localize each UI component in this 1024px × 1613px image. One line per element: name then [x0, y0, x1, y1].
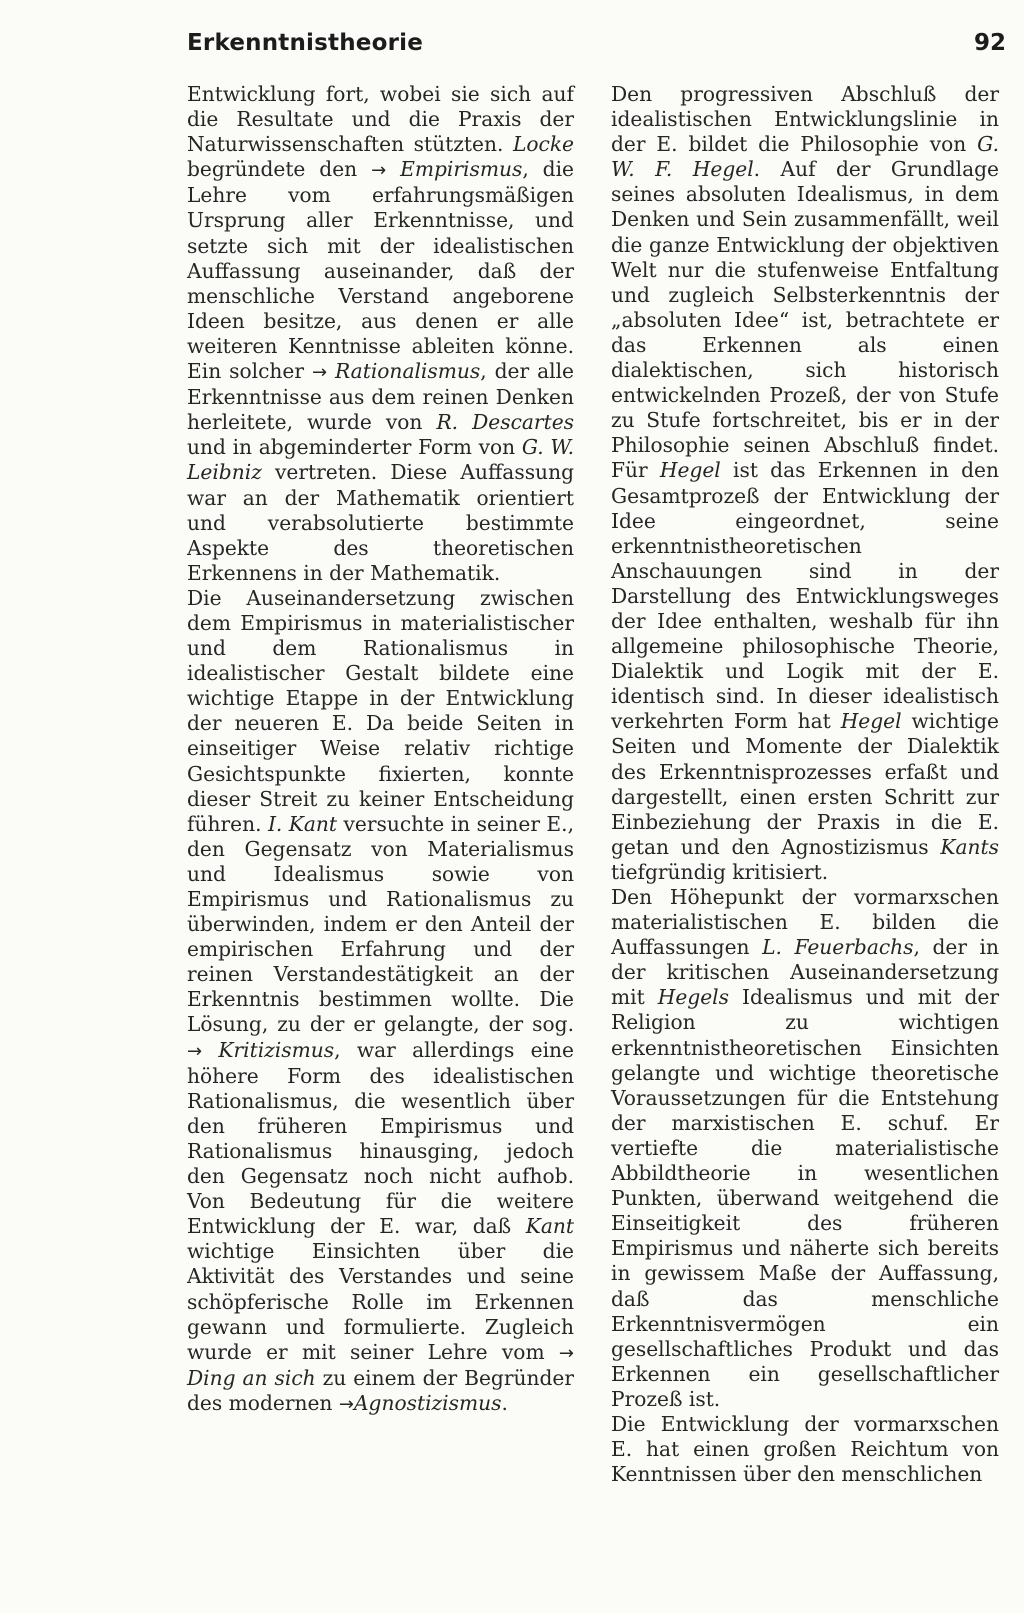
italic-term: Hegel — [659, 458, 721, 483]
text-run: begründete den — [187, 157, 372, 182]
text-run: zu einem der Begründer des modernen — [187, 1365, 574, 1415]
cross-reference-arrow-icon: → — [338, 1393, 354, 1415]
text-run: Die Entwicklung der vormarxschen E. hat einen großen Reichtum von Kenntnissen über den menschlichen — [611, 1411, 999, 1487]
right-column — [611, 82, 999, 1487]
italic-term: Kritizismus — [218, 1037, 335, 1062]
text-run — [386, 157, 400, 181]
paragraph — [187, 82, 574, 586]
text-run: tiefgründig kritisiert. — [611, 859, 829, 884]
text-run: wichtige Seiten und Momente der Dialektik des Erkenntnisprozesses erfaßt und dargestellt, einen ersten Schritt zur Einbeziehung der Praxis in die E. getan und den Agnostizismus — [611, 709, 999, 859]
page-number: 92 — [973, 30, 1006, 56]
text-run: . Auf der Grundlage seines absoluten Idealismus, in dem Denken und Sein zusammenfällt, weil die ganze Entwicklung der objektiven Welt nur die stufenweise Entfaltung und zugleich Selbsterkenntnis der „absoluten Idee“ ist, betrachtete er das Erkennen als einen dialektischen, sich historisch entwickelnden Prozeß, der von Stufe zu Stufe fortschreitet, bis er in der Philosophie seinen Abschluß findet. Für — [611, 157, 999, 483]
italic-term: G. W. F. Hegel — [611, 132, 999, 182]
cross-reference-arrow-icon: → — [371, 160, 387, 182]
italic-term: I. Kant — [267, 811, 338, 836]
italic-term: Hegels — [657, 985, 730, 1010]
text-run: , der in der kritischen Auseinandersetzung mit — [611, 935, 999, 1010]
text-run: Entwicklung fort, wobei sie sich auf die Resultate und die Praxis der Naturwissenschaften stützten. — [187, 82, 574, 157]
text-run: , war allerdings eine höhere Form des idealistischen Rationalismus, die wesentlich über den früheren Empirismus und Rationalismus hinausging, jedoch den Gegensatz noch nicht aufhob. Von Bedeutung für die weitere Entwicklung der E. war, daß — [187, 1037, 574, 1239]
cross-reference-arrow-icon: → — [311, 362, 328, 384]
cross-reference-arrow-icon: → — [558, 1342, 574, 1364]
text-run: ist das Erkennen in den Gesamtprozeß der Entwicklung der Idee eingeordnet, seine erkenntnistheoretischen Anschauungen sind in der Darstellung des Entwicklungsweges der Idee enthalten, weshalb für ihn allgemeine philosophische Theorie, Dialektik und Logik mit der E. identisch sind. In dieser idealistisch verkehrten Form hat — [611, 458, 999, 734]
italic-term: L. Feuerbachs — [762, 935, 914, 960]
text-run: Die Auseinandersetzung zwischen dem Empirismus in materialistischer und dem Rationalismus in idealistischer Gestalt bildete eine wichtige Etappe in der Entwicklung der neueren E. Da beide Seiten in einseitiger Weise relativ richtige Gesichtspunkte fixierten, konnte dieser Streit zu keiner Entscheidung führen. — [187, 585, 574, 836]
running-header-title: Erkenntnistheorie — [187, 30, 424, 56]
italic-term: Kant — [525, 1214, 574, 1239]
italic-term: Rationalismus — [335, 359, 481, 384]
text-run: wichtige Einsichten über die Aktivität des Verstandes und seine schöpferische Rolle im Erkennen gewann und formulierte. Zugleich wurde er mit seiner Lehre vom — [187, 1239, 574, 1364]
text-run: und in abgeminderter Form von — [187, 435, 522, 460]
paragraph — [187, 586, 574, 1417]
text-run: . — [501, 1390, 508, 1415]
text-run — [202, 1038, 218, 1062]
italic-term: Ding an sich — [187, 1365, 316, 1390]
italic-term: Empirismus — [400, 157, 523, 182]
paragraph — [611, 885, 999, 1412]
italic-term: Agnostizismus — [353, 1390, 502, 1415]
paragraph — [611, 1412, 999, 1487]
italic-term: Kants — [940, 834, 999, 859]
text-run: , die Lehre vom erfahrungsmäßigen Ursprung aller Erkenntnisse, und setzte sich mit der idealistischen Auffassung auseinander, daß der menschliche Verstand angeborene Ideen besitze, aus denen er alle weiteren Kenntnisse ableiten könne. Ein solcher — [187, 157, 574, 384]
text-run: vertreten. Diese Auffassung war an der Mathematik orientiert und verabsolutierte bestimmte Aspekte des theoretischen Erkennens in der Mathematik. — [187, 460, 574, 585]
paragraph — [611, 82, 999, 885]
text-run: Idealismus und mit der Religion zu wichtigen erkenntnistheoretischen Einsichten gelangte und wichtige theoretische Voraussetzungen für die Entstehung der marxistischen E. schuf. Er vertiefte die materialistische Abbildtheorie in wesentlichen Punkten, überwand weitgehend die Einseitigkeit des früheren Empirismus und näherte sich bereits in gewissem Maße der Auffassung, daß das menschliche Erkenntnisvermögen ein gesellschaftliches Produkt und das Erkennen ein gesellschaftlicher Prozeß ist. — [611, 985, 999, 1411]
text-run — [327, 359, 335, 383]
text-run: Den Höhepunkt der vormarxschen materialistischen E. bilden die Auffassungen — [611, 885, 999, 960]
text-run: , der alle Erkenntnisse aus dem reinen Denken herleitete, wurde von — [187, 359, 574, 435]
italic-term: Hegel — [840, 709, 902, 734]
italic-term: R. Descartes — [436, 410, 575, 435]
italic-term: Locke — [512, 132, 574, 157]
text-run: Den progressiven Abschluß der idealistischen Entwicklungslinie in der E. bildet die Philosophie von — [611, 82, 999, 157]
cross-reference-arrow-icon: → — [187, 1040, 203, 1062]
text-run: versuchte in seiner E., den Gegensatz von Materialismus und Idealismus sowie von Empirismus und Rationalismus zu überwinden, indem er den Anteil der empirischen Erfahrung und der reinen Verstandestätigkeit an der Erkenntnis bestimmen wollte. Die Lösung, zu der er gelangte, der sog. — [187, 811, 574, 1037]
italic-term: G. W. Leibniz — [187, 435, 574, 485]
left-column — [187, 82, 574, 1417]
